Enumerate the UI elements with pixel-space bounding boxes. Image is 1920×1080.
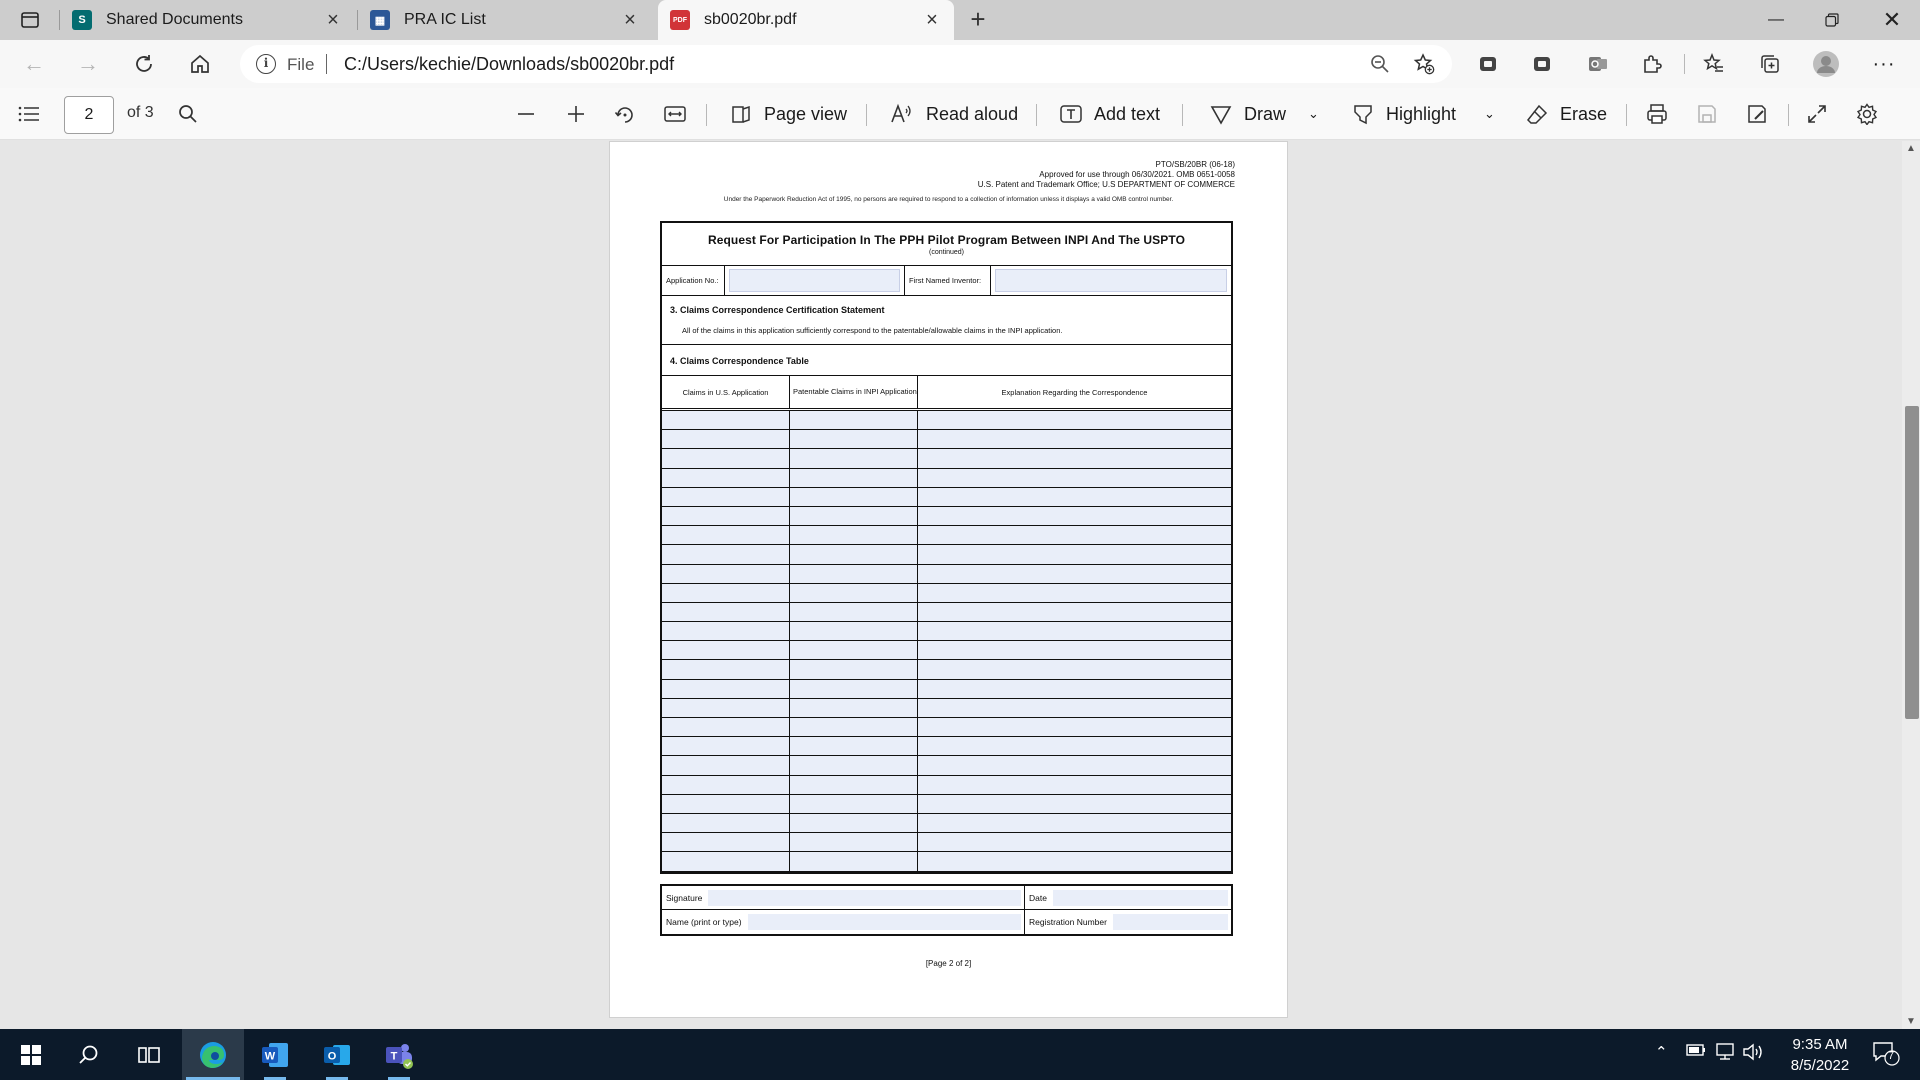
us-claim-cell[interactable] [662, 641, 790, 659]
taskbar-word[interactable] [244, 1029, 306, 1080]
table-row [662, 795, 1231, 814]
erase-button[interactable] [1526, 98, 1607, 130]
claims-table-header [662, 376, 1231, 409]
home-icon [189, 53, 211, 75]
divider [706, 104, 707, 126]
column-header-explanation: Explanation Regarding the Correspondence [1001, 387, 1148, 397]
us-claim-cell[interactable] [662, 411, 790, 429]
add-text-button[interactable] [1060, 98, 1160, 130]
inpi-claim-cell[interactable] [790, 699, 918, 717]
explanation-cell[interactable] [918, 699, 1231, 717]
pdf-icon: PDF [670, 10, 690, 30]
registration-number-label: Registration Number [1029, 917, 1107, 927]
pdf-viewer[interactable] [0, 141, 1920, 1029]
us-claim-cell[interactable] [662, 565, 790, 583]
us-claim-cell[interactable] [662, 545, 790, 563]
draw-button[interactable] [1210, 98, 1286, 130]
page-view-icon [730, 103, 752, 125]
tab-pra-ic-list[interactable] [358, 0, 652, 40]
explanation-cell[interactable] [918, 718, 1231, 736]
signature-field[interactable] [708, 890, 1021, 906]
us-claim-cell[interactable] [662, 507, 790, 525]
minimize-button[interactable]: — [1768, 11, 1784, 28]
new-tab-button[interactable]: + [970, 4, 986, 34]
inpi-claim-cell[interactable] [790, 526, 918, 544]
address-bar[interactable] [240, 45, 1452, 83]
edge-icon [198, 1040, 228, 1070]
system-clock[interactable] [1770, 1034, 1870, 1076]
eraser-icon [1526, 103, 1548, 125]
volume-icon[interactable] [1742, 1043, 1764, 1065]
explanation-cell[interactable] [918, 526, 1231, 544]
profile-avatar[interactable] [1812, 50, 1840, 78]
us-claim-cell[interactable] [662, 680, 790, 698]
inpi-claim-cell[interactable] [790, 852, 918, 870]
tab-label: PRA IC List [404, 11, 486, 28]
close-tab-icon[interactable]: × [624, 9, 636, 31]
favorites-icon[interactable] [1700, 50, 1728, 78]
approval-text: Approved for use through 06/30/2021. OMB 0651-0058 [1039, 170, 1235, 179]
explanation-cell[interactable] [918, 776, 1231, 794]
add-text-label: Add text [1094, 103, 1161, 124]
taskbar [0, 1029, 1920, 1080]
application-no-label: Application No.: [662, 266, 725, 295]
highlight-options-chevron-icon[interactable]: ⌄ [1484, 106, 1495, 121]
restore-button[interactable] [1804, 0, 1860, 40]
read-aloud-label: Read aloud [926, 103, 1019, 124]
table-row [662, 680, 1231, 699]
add-favorite-icon[interactable] [1410, 50, 1438, 78]
extension-icon[interactable] [1474, 50, 1502, 78]
table-row [662, 737, 1231, 756]
table-row [662, 603, 1231, 622]
pdf-toolbar [0, 88, 1920, 140]
inpi-claim-cell[interactable] [790, 507, 918, 525]
pdf-page [609, 141, 1288, 1018]
draw-options-chevron-icon[interactable]: ⌄ [1308, 106, 1319, 121]
search-icon [78, 1044, 100, 1066]
rotate-button[interactable] [614, 98, 648, 130]
inpi-claim-cell[interactable] [790, 833, 918, 851]
registration-number-field[interactable] [1113, 914, 1228, 930]
table-of-contents-button[interactable] [18, 98, 52, 130]
explanation-cell[interactable] [918, 449, 1231, 467]
info-icon[interactable]: i [256, 54, 276, 74]
us-claim-cell[interactable] [662, 469, 790, 487]
explanation-cell[interactable] [918, 833, 1231, 851]
signature-block [660, 884, 1233, 936]
name-label: Name (print or type) [666, 917, 742, 927]
column-header-us-claims: Claims in U.S. Application [662, 376, 790, 408]
date-label: Date [1029, 892, 1047, 903]
explanation-cell[interactable] [918, 545, 1231, 563]
contents-icon [18, 106, 40, 122]
column-header-inpi-claims: Patentable Claims in INPI Application [790, 376, 918, 408]
table-row [662, 488, 1231, 507]
task-view-button[interactable] [118, 1029, 180, 1080]
explanation-cell[interactable] [918, 584, 1231, 602]
us-claim-cell[interactable] [662, 737, 790, 755]
section-3-heading: 3. Claims Correspondence Certification Statement [670, 305, 885, 315]
url-text[interactable]: C:/Users/kechie/Downloads/sb0020br.pdf [344, 54, 675, 74]
inpi-claim-cell[interactable] [790, 411, 918, 429]
fit-width-icon [664, 105, 686, 123]
claims-table-body [662, 410, 1231, 872]
inpi-claim-cell[interactable] [790, 603, 918, 621]
explanation-cell[interactable] [918, 469, 1231, 487]
zoom-in-button[interactable] [566, 98, 598, 130]
explanation-cell[interactable] [918, 507, 1231, 525]
add-text-icon [1060, 104, 1082, 124]
minus-icon [516, 104, 536, 124]
inpi-claim-cell[interactable] [790, 814, 918, 832]
us-claim-cell[interactable] [662, 795, 790, 813]
show-hidden-icons[interactable]: ⌃ [1655, 1044, 1668, 1061]
explanation-cell[interactable] [918, 641, 1231, 659]
scroll-down-icon[interactable]: ▼ [1906, 1016, 1916, 1027]
form-id: PTO/SB/20BR (06-18) [1155, 160, 1235, 169]
explanation-cell[interactable] [918, 660, 1231, 678]
inpi-claim-cell[interactable] [790, 680, 918, 698]
highlight-button[interactable] [1352, 98, 1456, 130]
windows-start-icon [21, 1045, 41, 1065]
section-3 [662, 296, 1231, 345]
taskbar-search-button[interactable] [58, 1029, 120, 1080]
save-button[interactable] [1696, 98, 1730, 130]
inpi-claim-cell[interactable] [790, 795, 918, 813]
svg-text:T: T [390, 1050, 398, 1062]
sharepoint-icon: S [72, 10, 92, 30]
table-row [662, 449, 1231, 468]
rotate-icon [614, 103, 636, 125]
taskbar-edge[interactable] [182, 1029, 244, 1080]
print-button[interactable] [1646, 98, 1680, 130]
date-field[interactable] [1053, 890, 1228, 906]
forward-button[interactable]: → [77, 51, 99, 76]
tab-strip [0, 0, 1920, 40]
search-icon [178, 104, 198, 124]
erase-label: Erase [1560, 103, 1608, 124]
explanation-cell[interactable] [918, 565, 1231, 583]
tab-shared-documents[interactable] [60, 0, 355, 40]
table-row [662, 833, 1231, 852]
inpi-claim-cell[interactable] [790, 449, 918, 467]
table-row [662, 699, 1231, 718]
refresh-button[interactable] [126, 48, 162, 80]
us-claim-cell[interactable] [662, 449, 790, 467]
tab-label: sb0020br.pdf [704, 11, 797, 28]
inpi-claim-cell[interactable] [790, 776, 918, 794]
us-claim-cell[interactable] [662, 584, 790, 602]
word-icon [260, 1040, 290, 1070]
page-view-label: Page view [764, 103, 848, 124]
battery-icon[interactable] [1686, 1043, 1706, 1061]
us-claim-cell[interactable] [662, 718, 790, 736]
divider [866, 104, 867, 126]
us-claim-cell[interactable] [662, 814, 790, 832]
outlook-extension-icon[interactable] [1584, 50, 1612, 78]
explanation-cell[interactable] [918, 430, 1231, 448]
find-button[interactable] [178, 98, 210, 130]
table-row [662, 641, 1231, 660]
taskbar-teams[interactable] [368, 1029, 430, 1080]
scrollbar-thumb[interactable] [1905, 406, 1919, 719]
us-claim-cell[interactable] [662, 488, 790, 506]
table-row [662, 584, 1231, 603]
inpi-claim-cell[interactable] [790, 565, 918, 583]
draw-icon [1210, 103, 1232, 125]
inpi-claim-cell[interactable] [790, 737, 918, 755]
paperwork-notice: Under the Paperwork Reduction Act of 1995, no persons are required to respond to a collection of information unless it displays a valid OMB control number. [723, 196, 1174, 203]
restore-icon [1825, 13, 1839, 27]
teams-icon [384, 1040, 414, 1070]
table-row [662, 814, 1231, 833]
divider [1684, 54, 1685, 74]
full-screen-button[interactable] [1806, 98, 1840, 130]
explanation-cell[interactable] [918, 756, 1231, 774]
tab-sb0020br-pdf[interactable] [658, 0, 954, 40]
inpi-claim-cell[interactable] [790, 584, 918, 602]
table-row [662, 507, 1231, 526]
address-bar-row [0, 40, 1920, 88]
table-row [662, 545, 1231, 564]
collections-icon[interactable] [1756, 50, 1784, 78]
svg-text:O: O [327, 1050, 337, 1062]
inpi-claim-cell[interactable] [790, 756, 918, 774]
print-icon [1646, 103, 1668, 125]
divider [1036, 104, 1037, 126]
extension-icon[interactable] [1528, 50, 1556, 78]
refresh-icon [133, 53, 155, 75]
form-subtitle: (continued) [928, 249, 965, 256]
table-row [662, 622, 1231, 641]
more-options-icon[interactable]: ··· [1872, 52, 1896, 75]
name-field[interactable] [748, 914, 1021, 930]
us-claim-cell[interactable] [662, 526, 790, 544]
us-claim-cell[interactable] [662, 776, 790, 794]
network-icon[interactable] [1714, 1043, 1736, 1065]
page-footer: [Page 2 of 2] [925, 959, 972, 968]
tab-actions-icon [21, 12, 39, 28]
scheme-label: File [287, 55, 315, 74]
vertical-scrollbar[interactable] [1902, 141, 1920, 1029]
zoom-out-icon[interactable] [1366, 50, 1394, 78]
outlook-icon [322, 1040, 352, 1070]
inpi-claim-cell[interactable] [790, 469, 918, 487]
explanation-cell[interactable] [918, 622, 1231, 640]
inpi-claim-cell[interactable] [790, 545, 918, 563]
draw-label: Draw [1244, 103, 1287, 124]
taskbar-outlook[interactable] [306, 1029, 368, 1080]
inpi-claim-cell[interactable] [790, 488, 918, 506]
signature-label: Signature [666, 892, 703, 903]
inpi-claim-cell[interactable] [790, 718, 918, 736]
table-row [662, 660, 1231, 679]
table-row [662, 469, 1231, 488]
close-tab-icon[interactable]: × [926, 9, 938, 31]
application-no-field[interactable] [729, 269, 900, 292]
form-title-row [662, 223, 1231, 266]
highlight-icon [1352, 103, 1374, 125]
inpi-claim-cell[interactable] [790, 622, 918, 640]
gear-icon [1856, 103, 1878, 125]
table-row [662, 756, 1231, 775]
us-claim-cell[interactable] [662, 756, 790, 774]
explanation-cell[interactable] [918, 737, 1231, 755]
divider [1182, 104, 1183, 126]
explanation-cell[interactable] [918, 852, 1231, 870]
read-aloud-icon [890, 103, 914, 125]
table-row [662, 565, 1231, 584]
table-row [662, 411, 1231, 430]
us-claim-cell[interactable] [662, 699, 790, 717]
divider [326, 54, 327, 74]
explanation-cell[interactable] [918, 488, 1231, 506]
save-as-icon [1746, 103, 1768, 125]
fit-to-width-button[interactable] [664, 98, 698, 130]
clock-date: 8/5/2022 [1790, 1057, 1850, 1074]
scroll-up-icon[interactable]: ▲ [1906, 143, 1916, 154]
start-button[interactable] [0, 1029, 62, 1080]
clock-time: 9:35 AM [1792, 1036, 1848, 1053]
sheet-icon: ▦ [370, 10, 390, 30]
pdf-settings-button[interactable] [1856, 98, 1890, 130]
save-as-button[interactable] [1746, 98, 1780, 130]
tab-label: Shared Documents [106, 11, 243, 28]
task-view-icon [138, 1045, 160, 1065]
zoom-out-button[interactable] [516, 98, 548, 130]
explanation-cell[interactable] [918, 795, 1231, 813]
table-row [662, 718, 1231, 737]
us-claim-cell[interactable] [662, 833, 790, 851]
divider [1626, 104, 1627, 126]
inpi-claim-cell[interactable] [790, 641, 918, 659]
explanation-cell[interactable] [918, 603, 1231, 621]
form-title: Request For Participation In The PPH Pilot Program Between INPI And The USPTO [707, 233, 1186, 247]
expand-icon [1806, 103, 1828, 125]
divider [1788, 104, 1789, 126]
table-row [662, 776, 1231, 795]
us-claim-cell[interactable] [662, 622, 790, 640]
table-row [662, 526, 1231, 545]
us-claim-cell[interactable] [662, 852, 790, 870]
section-4-heading: 4. Claims Correspondence Table [662, 345, 1231, 376]
section-3-statement: All of the claims in this application sufficiently correspond to the patentable/allowable claims in the INPI application. [682, 326, 1063, 335]
highlight-label: Highlight [1386, 103, 1457, 124]
puzzle-extensions-icon[interactable] [1638, 50, 1666, 78]
first-inventor-label: First Named Inventor: [905, 266, 991, 295]
us-claim-cell[interactable] [662, 660, 790, 678]
page-total-label: of 3 [127, 104, 154, 121]
inpi-claim-cell[interactable] [790, 660, 918, 678]
notification-center-icon[interactable] [1872, 1041, 1900, 1071]
close-window-button[interactable]: ✕ [1882, 7, 1902, 32]
table-row [662, 852, 1231, 871]
page-number-input[interactable]: 2 [64, 96, 114, 134]
us-claim-cell[interactable] [662, 430, 790, 448]
close-tab-icon[interactable]: × [327, 9, 339, 31]
notification-count: 7 [1888, 1050, 1895, 1062]
us-claim-cell[interactable] [662, 603, 790, 621]
read-aloud-button[interactable] [890, 98, 1018, 130]
explanation-cell[interactable] [918, 411, 1231, 429]
plus-icon [566, 104, 586, 124]
tab-actions-button[interactable] [10, 6, 50, 34]
home-button[interactable] [182, 48, 218, 80]
save-icon [1696, 103, 1718, 125]
explanation-cell[interactable] [918, 680, 1231, 698]
page-view-button[interactable] [730, 98, 847, 130]
application-info-row [662, 266, 1231, 296]
first-inventor-field[interactable] [995, 269, 1227, 292]
explanation-cell[interactable] [918, 814, 1231, 832]
request-form [660, 221, 1233, 874]
back-button[interactable]: ← [23, 51, 45, 76]
office-text: U.S. Patent and Trademark Office; U.S DEPARTMENT OF COMMERCE [977, 180, 1235, 189]
table-row [662, 430, 1231, 449]
inpi-claim-cell[interactable] [790, 430, 918, 448]
svg-text:W: W [264, 1050, 276, 1062]
